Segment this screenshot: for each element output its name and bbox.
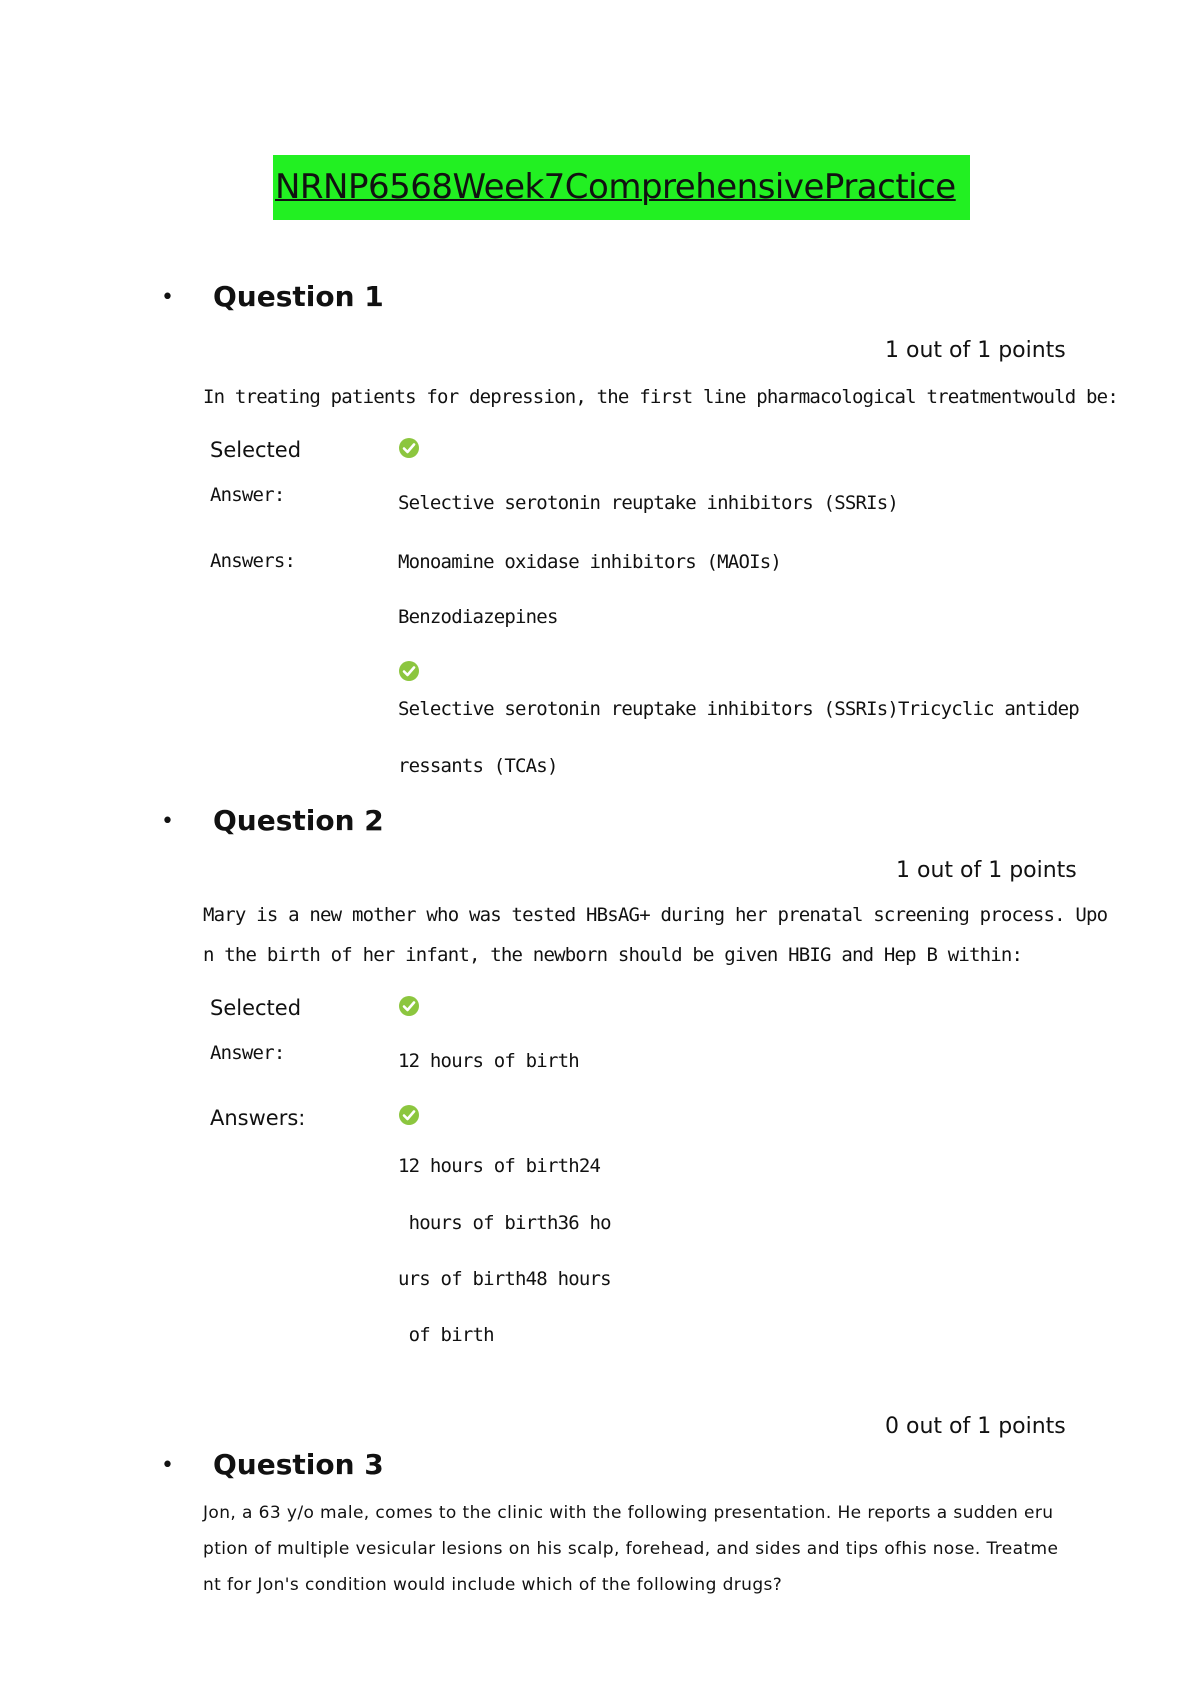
question-1-stem: In treating patients for depression, the first line pharmacological treatmentwould be: — [203, 386, 1118, 408]
question-1-points: 1 out of 1 points — [885, 338, 1066, 363]
check-circle-icon — [398, 1104, 420, 1126]
question-3-stem: nt for Jon's condition would include which of the following drugs? — [203, 1575, 783, 1595]
question-2-points: 1 out of 1 points — [896, 858, 1077, 883]
answers-label: Answers: — [210, 1106, 306, 1130]
question-3-stem: Jon, a 63 y/o male, comes to the clinic with the following presentation. He reports a sudden eru — [203, 1503, 1054, 1523]
question-1-answer-line: Selective serotonin reuptake inhibitors (SSRIs)Tricyclic antidep — [398, 698, 1079, 720]
answers-label: Answers: — [210, 550, 296, 572]
answer-label: Answer: — [210, 1042, 285, 1064]
question-2-stem: Mary is a new mother who was tested HBsAG+ during her prenatal screening process. Upo — [203, 904, 1108, 926]
question-1-selected-answer: Selective serotonin reuptake inhibitors (SSRIs) — [398, 492, 899, 514]
question-2-answer-line: hours of birth36 ho — [398, 1212, 611, 1234]
question-2-answer-line: 12 hours of birth24 — [398, 1155, 601, 1177]
question-1-answer-line: Benzodiazepines — [398, 606, 558, 628]
check-circle-icon — [398, 437, 420, 459]
question-3-points: 0 out of 1 points — [885, 1414, 1066, 1439]
question-2-stem: n the birth of her infant, the newborn should be given HBIG and Hep B within: — [203, 944, 1023, 966]
question-2-answer-line: of birth — [398, 1324, 494, 1346]
question-2-answer-line: urs of birth48 hours — [398, 1268, 611, 1290]
question-2-selected-answer: 12 hours of birth — [398, 1050, 579, 1072]
question-2-heading: Question 2 — [213, 804, 384, 837]
bullet: • — [161, 809, 174, 834]
answer-label: Answer: — [210, 484, 285, 506]
question-1-heading: Question 1 — [213, 280, 384, 313]
document-title: NRNP6568Week7ComprehensivePractice — [273, 155, 970, 220]
bullet: • — [161, 285, 174, 310]
check-circle-icon — [398, 660, 420, 682]
question-1-answer-line: ressants (TCAs) — [398, 755, 558, 777]
bullet: • — [161, 1453, 174, 1478]
question-3-stem: ption of multiple vesicular lesions on his scalp, forehead, and sides and tips ofhis nose. Treatme — [203, 1539, 1059, 1559]
question-3-heading: Question 3 — [213, 1448, 384, 1481]
selected-label: Selected — [210, 996, 302, 1020]
check-circle-icon — [398, 995, 420, 1017]
selected-label: Selected — [210, 438, 302, 462]
question-1-answer-line: Monoamine oxidase inhibitors (MAOIs) — [398, 551, 782, 573]
